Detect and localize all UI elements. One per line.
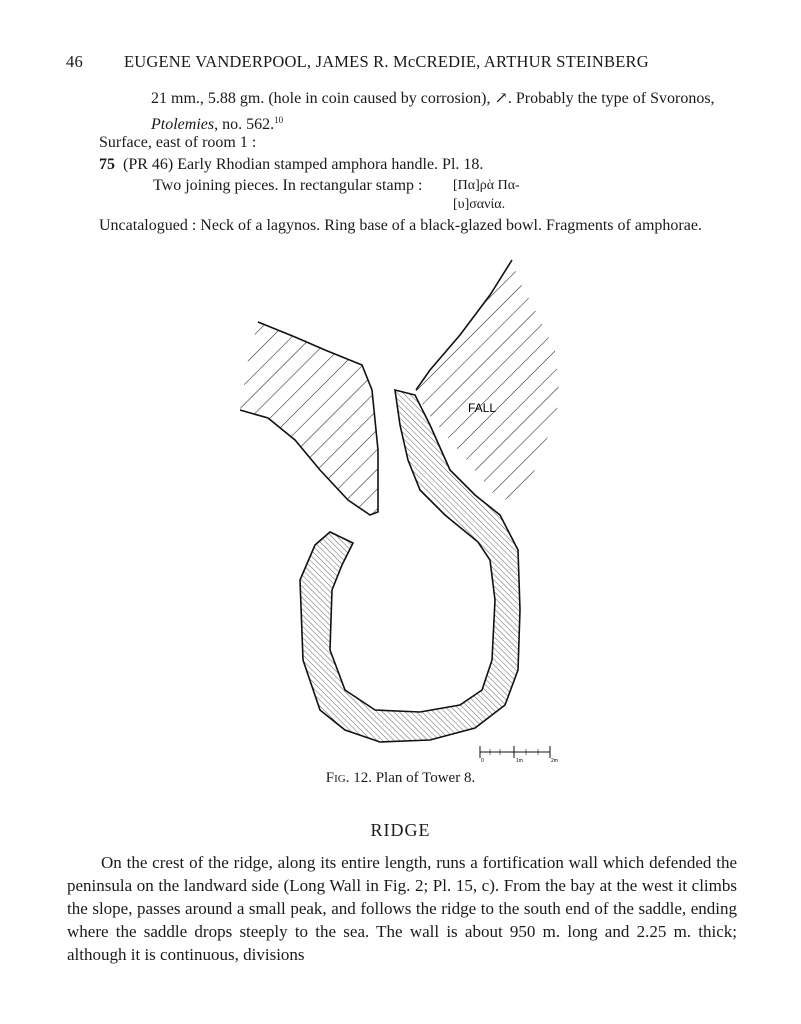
running-title: EUGENE VANDERPOOL, JAMES R. McCREDIE, ARTHUR STEINBERG (124, 52, 649, 71)
die-axis-arrow-icon: ↗ (494, 90, 508, 107)
scale-label-1m: 1m (516, 758, 523, 764)
item-number: 75 (99, 156, 115, 173)
stamp-text-line-2: [υ]σανία. (453, 197, 506, 212)
coin-entry-line-1 (151, 89, 715, 109)
coin-description: 21 mm., 5.88 gm. (hole in coin caused by corrosion), (151, 90, 491, 107)
uncatalogued-line (99, 216, 702, 236)
paragraph-text: On the crest of the ridge, along its entire length, runs a fortification wall which defended the peninsula on the landward side (Long Wall in Fig. 2; Pl. 15, c). From the bay at the west it climbs the slope, passes around a small peak, and follows the ridge to the south end of the saddle, ending where the saddle drops steeply to the sea. The wall is about 950 m. long and 2.25 m. thick; although it is continuous, divisions (67, 853, 737, 964)
section-title: RIDGE (370, 820, 431, 840)
page-number: 46 (66, 52, 83, 71)
caption-prefix: Fig. (325, 770, 350, 786)
catalogue-item-75 (99, 155, 483, 175)
inventory-number: (PR 46) (123, 156, 174, 173)
stamp-text-line-1: [Πα]ρὰ Πα- (453, 178, 520, 193)
uncatalogued-label: Uncatalogued : (99, 217, 197, 234)
uncatalogued-text: Neck of a lagynos. Ring base of a black-glazed bowl. Fragments of amphorae. (200, 217, 702, 234)
footnote-marker: 10 (274, 115, 284, 125)
body-paragraph (67, 851, 737, 966)
scale-label-0: 0 (481, 758, 484, 764)
coin-entry-line-2 (151, 110, 283, 135)
tower-plan-figure (220, 250, 580, 770)
coin-type-note: . Probably the type of Svoronos, (507, 90, 715, 107)
caption-text: 12. Plan of Tower 8. (353, 770, 476, 786)
running-header (66, 52, 649, 72)
scale-bar (480, 746, 558, 764)
item-detail: Two joining pieces. In rectangular stamp : (153, 177, 423, 194)
figure-caption (0, 770, 801, 787)
reference-number: , no. 562. (214, 116, 275, 133)
fall-label: FALL (468, 401, 497, 415)
item-description: Early Rhodian stamped amphora handle. Pl. 18. (177, 156, 484, 173)
reference-title: Ptolemies (151, 116, 215, 133)
left-rock-outcrop (240, 322, 378, 515)
scale-label-2m: 2m (551, 758, 558, 764)
surface-heading: Surface, east of room 1 : (99, 134, 257, 151)
